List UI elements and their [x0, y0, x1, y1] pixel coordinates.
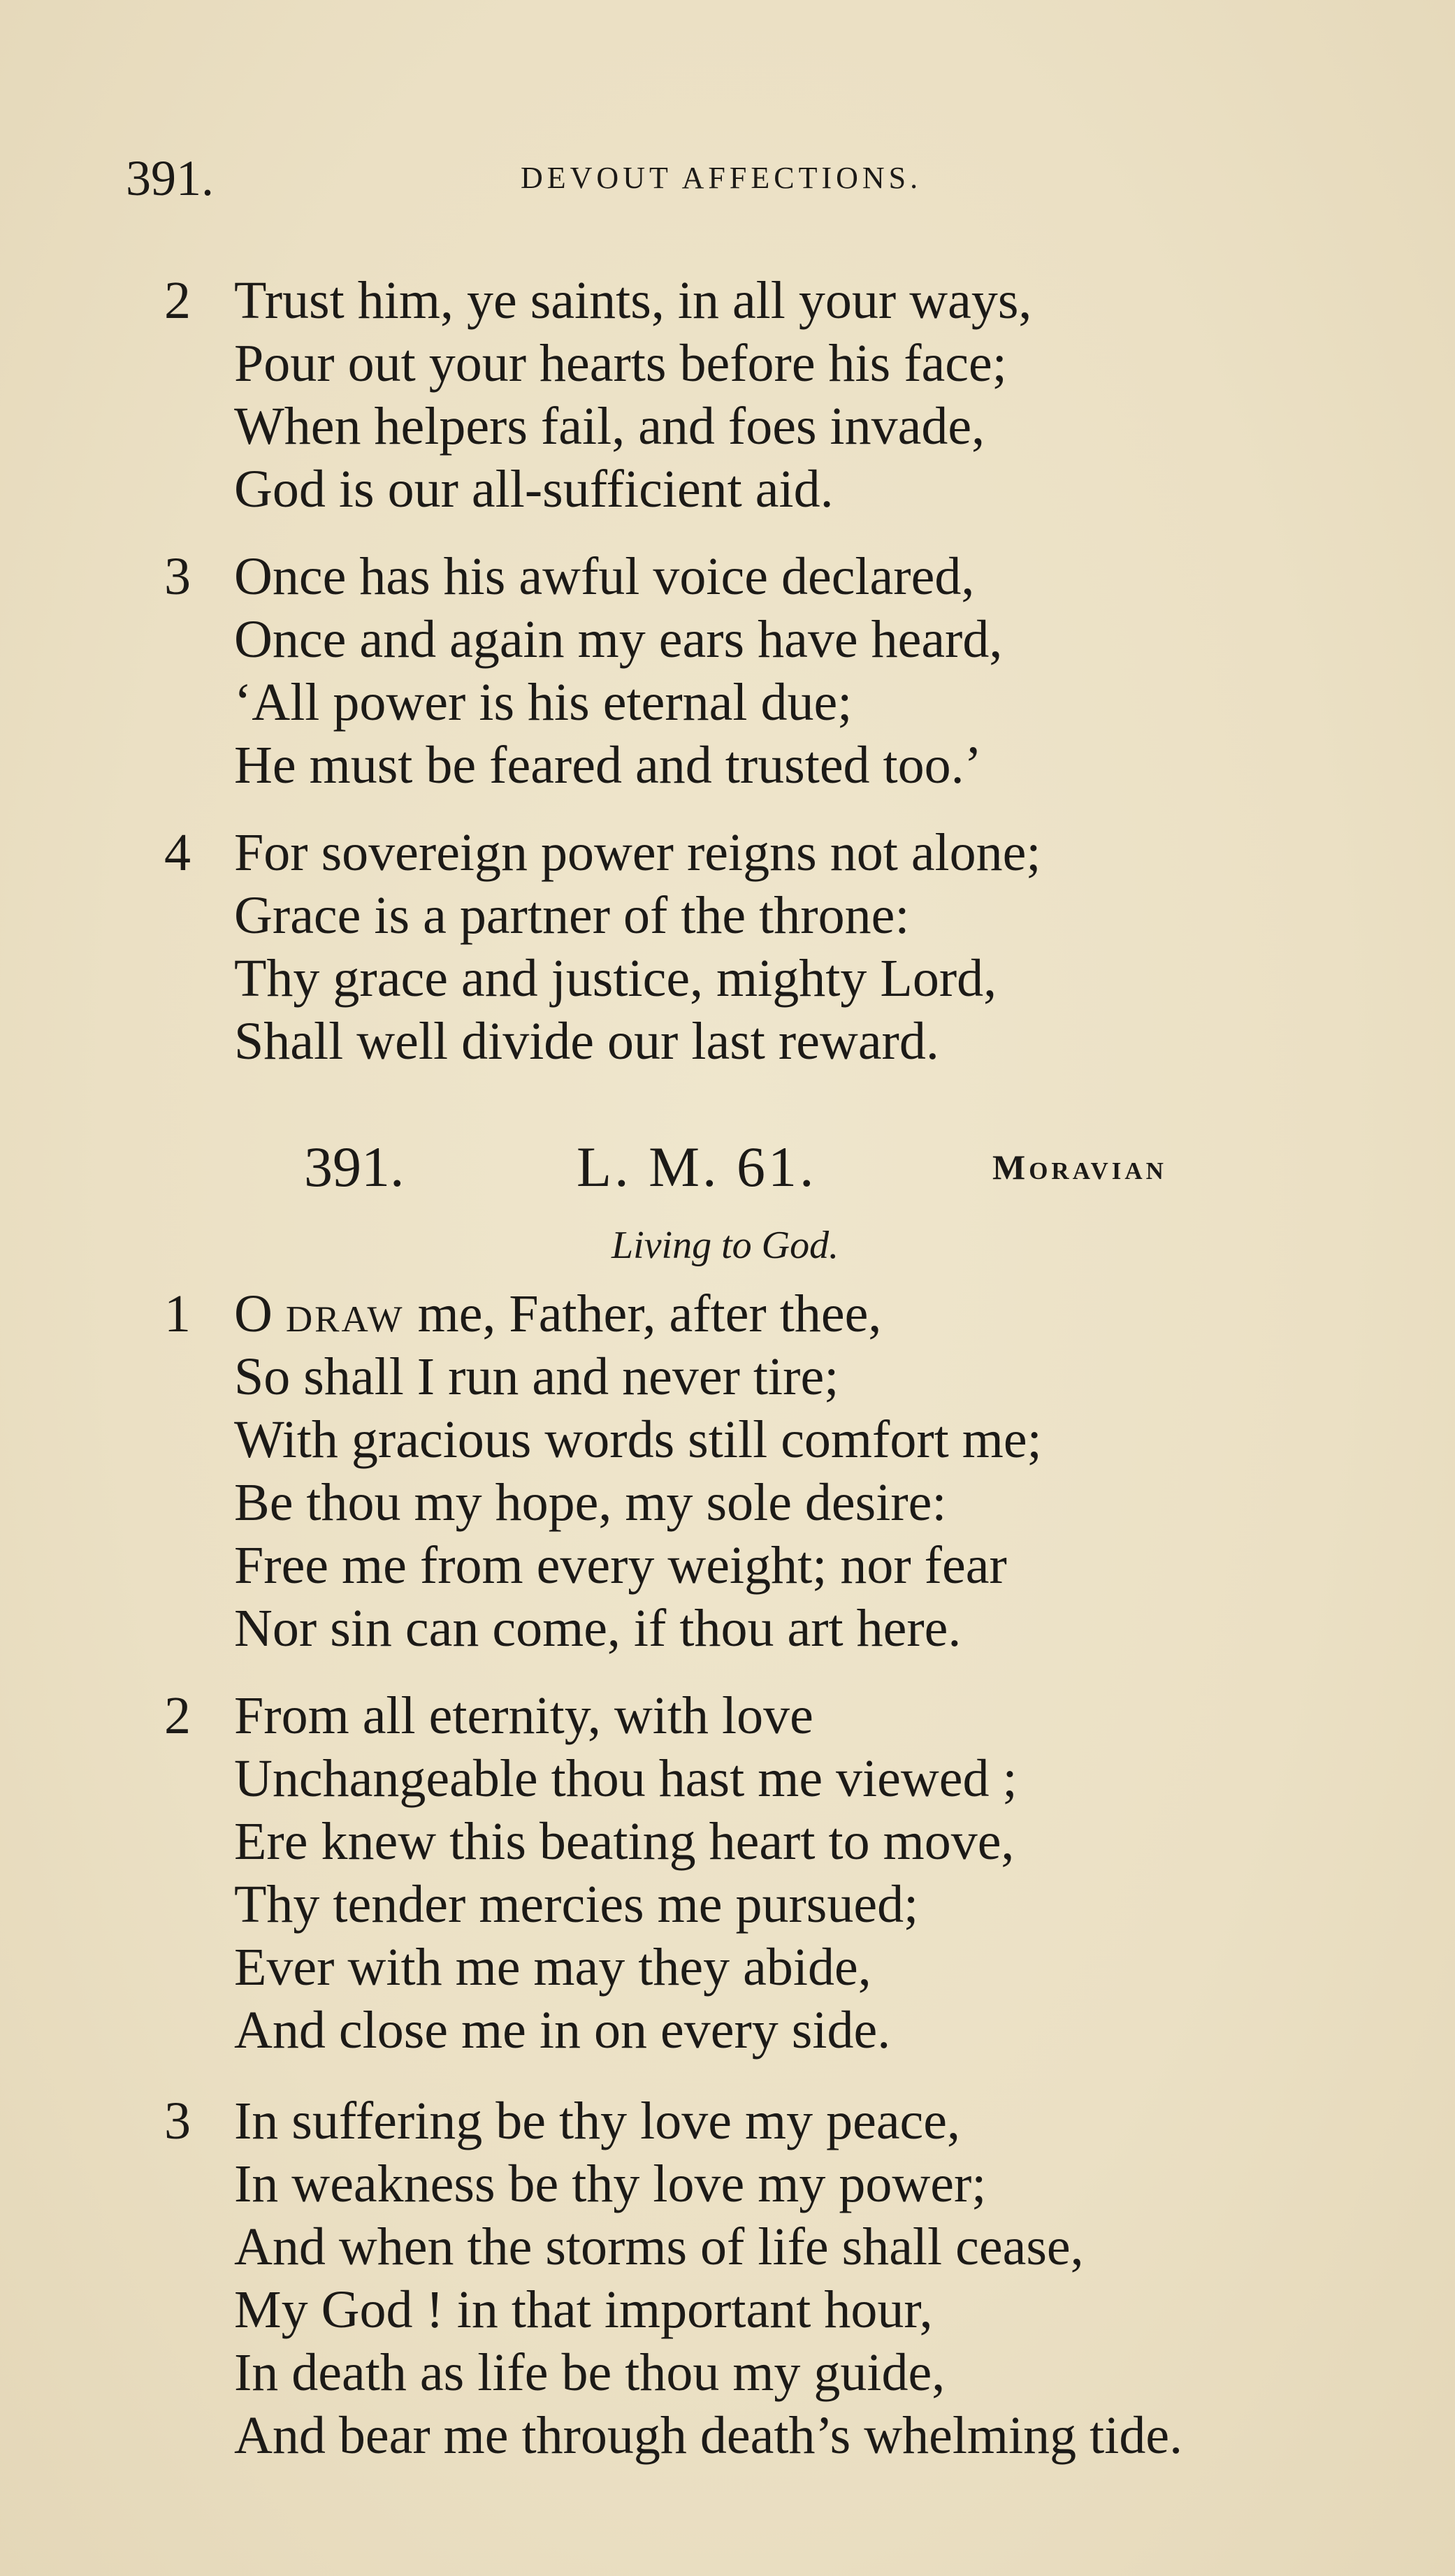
verse-line: From all eternity, with love — [234, 1686, 813, 1745]
verse-line: God is our all-sufficient aid. — [234, 460, 834, 519]
stanza-number: 3 — [164, 547, 191, 606]
verse-line: And close me in on every side. — [234, 2001, 891, 2060]
verse-line: Thy tender mercies me pursued; — [234, 1875, 919, 1934]
first-word-caps: draw — [285, 1285, 405, 1343]
verse-line: When helpers fail, and foes invade, — [234, 397, 985, 456]
verse-line: Once and again my ears have heard, — [234, 610, 1003, 669]
verse-line: Be thou my hope, my sole desire: — [234, 1473, 947, 1532]
verse-line: For sovereign power reigns not alone; — [234, 823, 1041, 882]
verse-line: So shall I run and never tire; — [234, 1347, 839, 1406]
verse-line: And when the storms of life shall cease, — [234, 2217, 1084, 2276]
page-header — [126, 143, 1314, 213]
stanza-number: 2 — [164, 1686, 191, 1745]
verse-line: Pour out your hearts before his face; — [234, 334, 1007, 393]
verse-line: Grace is a partner of the throne: — [234, 886, 910, 945]
verse-line: ‘All power is his eternal due; — [234, 673, 853, 732]
verse-line: Once has his awful voice declared, — [234, 547, 975, 606]
verse-line: Ere knew this beating heart to move, — [234, 1812, 1015, 1871]
verse-line: Trust him, ye saints, in all your ways, — [234, 271, 1032, 330]
page-number: 391. — [126, 150, 214, 206]
hymn-heading — [304, 1129, 1296, 1206]
verse-line: And bear me through death’s whelming tide. — [234, 2406, 1183, 2465]
verse-line: In death as life be thou my guide, — [234, 2343, 946, 2402]
verse-line: My God ! in that important hour, — [234, 2280, 933, 2339]
stanza-number: 1 — [164, 1285, 191, 1343]
verse-line: In suffering be thy love my peace, — [234, 2092, 961, 2150]
hymn-number: 391. — [304, 1135, 405, 1199]
first-word-lead: O — [234, 1285, 286, 1343]
verse-line: In weakness be thy love my power; — [234, 2155, 987, 2213]
verse-line: With gracious words still comfort me; — [234, 1410, 1042, 1469]
hymn-tune: Moravian — [992, 1148, 1167, 1187]
verse-line: Thy grace and justice, mighty Lord, — [234, 949, 997, 1008]
stanza-number: 2 — [164, 271, 191, 330]
verse-line: Free me from every weight; nor fear — [234, 1536, 1007, 1595]
stanza-number: 4 — [164, 823, 191, 882]
first-line-rest: me, Father, after thee, — [404, 1285, 882, 1343]
hymn-meter: L. M. 61. — [577, 1135, 817, 1199]
stanza-number: 3 — [164, 2092, 191, 2150]
verse-line-first — [234, 1282, 1042, 1345]
verse-line: Ever with me may they abide, — [234, 1938, 871, 1997]
verse-line: Unchangeable thou hast me viewed ; — [234, 1749, 1018, 1808]
verse-line: Shall well divide our last reward. — [234, 1012, 939, 1071]
verse-line: Nor sin can come, if thou art here. — [234, 1599, 962, 1658]
verse-line: He must be feared and trusted too.’ — [234, 736, 982, 795]
hymn-title: Living to God. — [611, 1224, 839, 1267]
running-title: DEVOUT AFFECTIONS. — [521, 161, 922, 195]
